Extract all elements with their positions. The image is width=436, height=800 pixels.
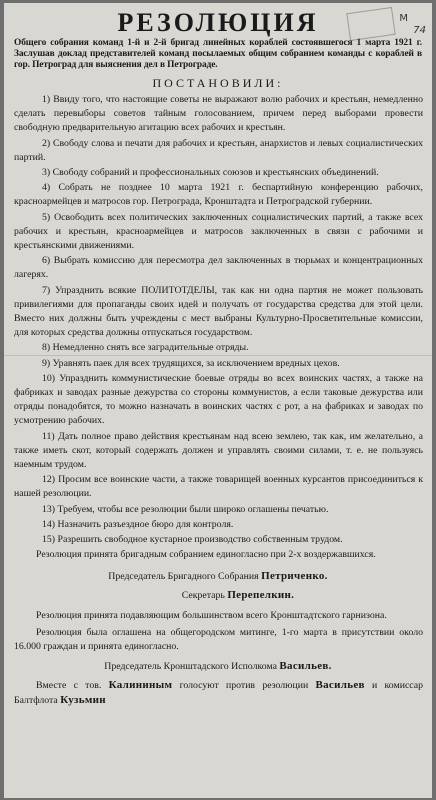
resolution-point: 3) Свободу собраний и профессиональных союзов и крестьянских объединений.	[42, 167, 379, 179]
document-title: РЕЗОЛЮЦИЯ	[117, 8, 319, 37]
kuzmin-name: Кузьмин	[60, 693, 106, 706]
resolution-point: 14) Назначить разъездное бюро для контроля.	[42, 518, 234, 530]
final-note	[14, 678, 423, 708]
secretary-signature	[4, 588, 432, 603]
archive-mark: М	[399, 13, 408, 24]
resolution-point: 8) Немедленно снять все заградительные отряды.	[42, 342, 249, 354]
resolution-point: 9) Уравнять паек для всех трудящихся, за исключением вредных цехов.	[42, 357, 340, 369]
secretary-name: Перепелкин.	[227, 588, 295, 601]
resolution-point: 10) Упразднить коммунистические боевые отряды во всех воинских частях, а также на фабриках и заводах разные дежурства со стороны коммунистов, а если таковые дежурства или отряды понадобятся, то можно назначать в воинских частях с рот, а на фабриках и заводах по усмотрению рабочих.	[14, 372, 423, 427]
final-text-2: голосуют против резолюции	[179, 679, 309, 691]
adopted-note: Резолюция принята бригадным собранием единогласно при 2-х воздержавшихся.	[36, 549, 376, 561]
chairman-name: Петриченко.	[261, 569, 328, 582]
resolution-point: 12) Просим все воинские части, а также товарищей военных курсантов присоединиться к нашей резолюции.	[14, 474, 423, 500]
resolution-point: 13) Требуем, чтобы все резолюции были широко оглашены печатью.	[42, 503, 329, 515]
kalinin-name: Калининым	[108, 678, 173, 691]
final-text-1: Вместе с тов.	[36, 679, 102, 691]
resolution-point: 6) Выбрать комиссию для пересмотра дел заключенных в тюрьмах и концентрационных лагерях.	[14, 255, 423, 281]
decided-heading: ПОСТАНОВИЛИ:	[152, 76, 284, 90]
garrison-note: Резолюция принята подавляющим большинством всего Кронштадтского гарнизона.	[36, 609, 387, 621]
resolution-point: 4) Собрать не позднее 10 марта 1921 г. беспартийную конференцию рабочих, красноармейцев и матросов гор. Петрограда, Кронштадта и Петроградской губернии.	[14, 182, 423, 208]
ispolkom-label: Председатель Кронштадского Исполкома	[104, 660, 277, 672]
archive-page-number: 74	[413, 25, 426, 36]
resolution-point: 7) Упразднить всякие ПОЛИТОТДЕЛЫ, так как ни одна партия не может пользовать привилегиями для пропаганды своих идей и получать от государства средства для этой цели. Вместо них должны быть учреждены с мест выбраны Культурно-Просветительные комиссии, для которых средства должны отпускаться государством.	[14, 284, 423, 339]
resolution-point: 15) Разрешить свободное кустарное производство собственным трудом.	[42, 534, 343, 546]
preamble: Общего собрания команд 1-й и 2-й бригад линейных кораблей состоявшегося 1 марта 1921 г. Заслушав доклад представителей команд посылаемых общим собранием команды с кораблей в гор. Петроград для выяснения дел в Петрограде.	[14, 38, 422, 70]
resolution-point: 1) Ввиду того, что настоящие советы не выражают волю рабочих и крестьян, немедленно сделать перевыборы советов тайным голосованием, причем перед выборами провести свободную предварительную агитацию всех рабочих и крестьян.	[14, 94, 423, 134]
resolution-points	[4, 93, 432, 547]
ispolkom-name: Васильев.	[279, 659, 332, 672]
resolution-point: 2) Свободу слова и печати для рабочих и крестьян, анархистов и левых социалистических партий.	[14, 137, 423, 163]
secretary-label: Секретарь	[181, 589, 225, 601]
resolution-point: 11) Дать полное право действия крестьянам над всею землею, так как, им желательно, а также иметь скот, который содержать должен и управлять своими силами, т. е. не пользуясь наемным трудом.	[14, 430, 423, 471]
document-sheet	[4, 3, 432, 798]
resolution-point: 5) Освободить всех политических заключенных социалистических партий, а также всех рабочих и крестьян, красноармейцев и матросов заключенных в связи с рабочими и крестьянскими движениями.	[14, 211, 423, 252]
final-text-3: и комиссар Балтфлота	[14, 679, 424, 706]
vasiliev-name: Васильев	[315, 678, 365, 691]
chairman-label: Председатель Бригадного Собрания	[108, 570, 259, 582]
fold-line	[4, 355, 432, 356]
ispolkom-signature	[4, 659, 432, 674]
chairman-signature	[4, 569, 432, 584]
meeting-note: Резолюция была оглашена на общегородском митинге, 1-го марта в присутствии около 16.000 граждан и принята единогласно.	[14, 627, 423, 653]
